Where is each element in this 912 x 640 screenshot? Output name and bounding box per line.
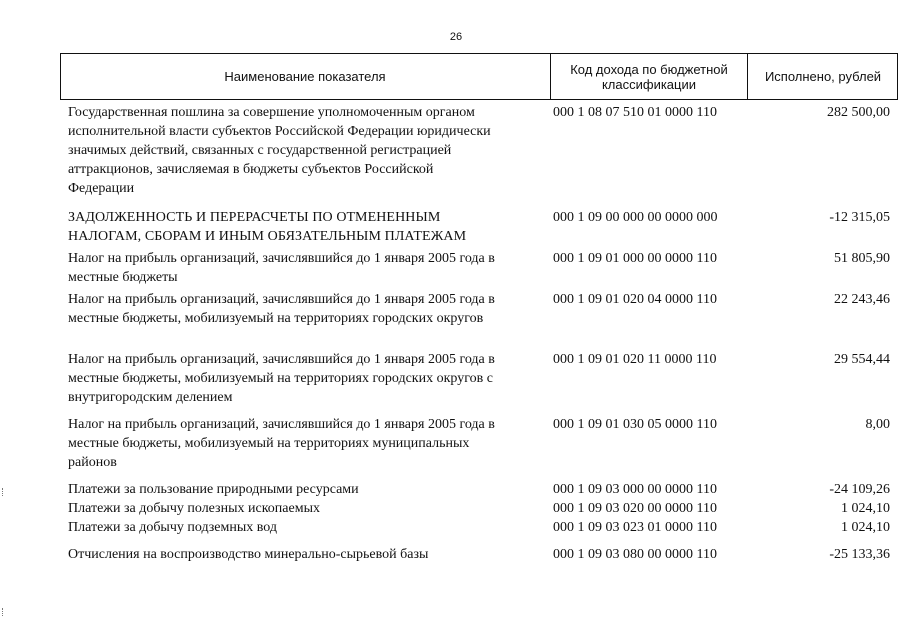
scan-speck xyxy=(2,488,6,496)
row-amount: -24 109,26 xyxy=(829,482,890,497)
row-amount: -25 133,36 xyxy=(829,547,890,562)
row-amount: 51 805,90 xyxy=(834,251,890,266)
row-amount: 1 024,10 xyxy=(841,520,890,535)
row-amount: 282 500,00 xyxy=(827,105,890,120)
row-code: 000 1 09 01 000 00 0000 110 xyxy=(553,251,717,266)
row-code: 000 1 09 00 000 00 0000 000 xyxy=(553,210,718,225)
row-name: Платежи за добычу подземных вод xyxy=(68,520,278,535)
row-code: 000 1 08 07 510 01 0000 110 xyxy=(553,105,717,120)
row-code: 000 1 09 03 020 00 0000 110 xyxy=(553,501,717,516)
row-code: 000 1 09 01 020 04 0000 110 xyxy=(553,292,717,307)
row-amount: 29 554,44 xyxy=(834,352,890,367)
header-code-column: Код дохода по бюджетной классификации xyxy=(550,54,747,99)
row-name: Налог на прибыль организаций, зачислявшийся до 1 января 2005 года в местные бюджеты, мобилизуемый на территориях муниципальных районов xyxy=(68,417,495,470)
page-number: 26 xyxy=(449,31,463,43)
scan-speck xyxy=(2,608,6,616)
row-code: 000 1 09 03 023 01 0000 110 xyxy=(553,520,717,535)
row-amount: 1 024,10 xyxy=(841,501,890,516)
row-amount: -12 315,05 xyxy=(829,210,890,225)
row-code: 000 1 09 01 020 11 0000 110 xyxy=(553,352,717,367)
row-name: Государственная пошлина за совершение уполномоченным органом исполнительной власти субъектов Российской Федерации юридически значимых действий, связанных с государственной регистрацией аттракционов, зачисляемая в бюджеты субъектов Российской Федерации xyxy=(68,105,491,196)
header-name-column: Наименование показателя xyxy=(224,69,386,84)
row-code: 000 1 09 03 000 00 0000 110 xyxy=(553,482,717,497)
row-code: 000 1 09 03 080 00 0000 110 xyxy=(553,547,717,562)
row-code: 000 1 09 01 030 05 0000 110 xyxy=(553,417,717,432)
row-name: Платежи за добычу полезных ископаемых xyxy=(68,501,320,516)
header-amount-column: Исполнено, рублей xyxy=(747,54,898,99)
row-name: Отчисления на воспроизводство минерально-сырьевой базы xyxy=(68,547,429,562)
row-amount: 22 243,46 xyxy=(834,292,890,307)
row-name: Налог на прибыль организаций, зачислявшийся до 1 января 2005 года в местные бюджеты, мобилизуемый на территориях городских округов с внутригородским делением xyxy=(68,352,495,405)
row-name: Платежи за пользование природными ресурсами xyxy=(68,482,359,497)
table-header xyxy=(60,53,898,100)
row-name: Налог на прибыль организаций, зачислявшийся до 1 января 2005 года в местные бюджеты, мобилизуемый на территориях городских округов xyxy=(68,292,495,326)
row-name: ЗАДОЛЖЕННОСТЬ И ПЕРЕРАСЧЕТЫ ПО ОТМЕНЕННЫМ НАЛОГАМ, СБОРАМ И ИНЫМ ОБЯЗАТЕЛЬНЫМ ПЛАТЕЖАМ xyxy=(68,210,467,244)
row-name: Налог на прибыль организаций, зачислявшийся до 1 января 2005 года в местные бюджеты xyxy=(68,251,495,285)
row-amount: 8,00 xyxy=(865,417,890,432)
